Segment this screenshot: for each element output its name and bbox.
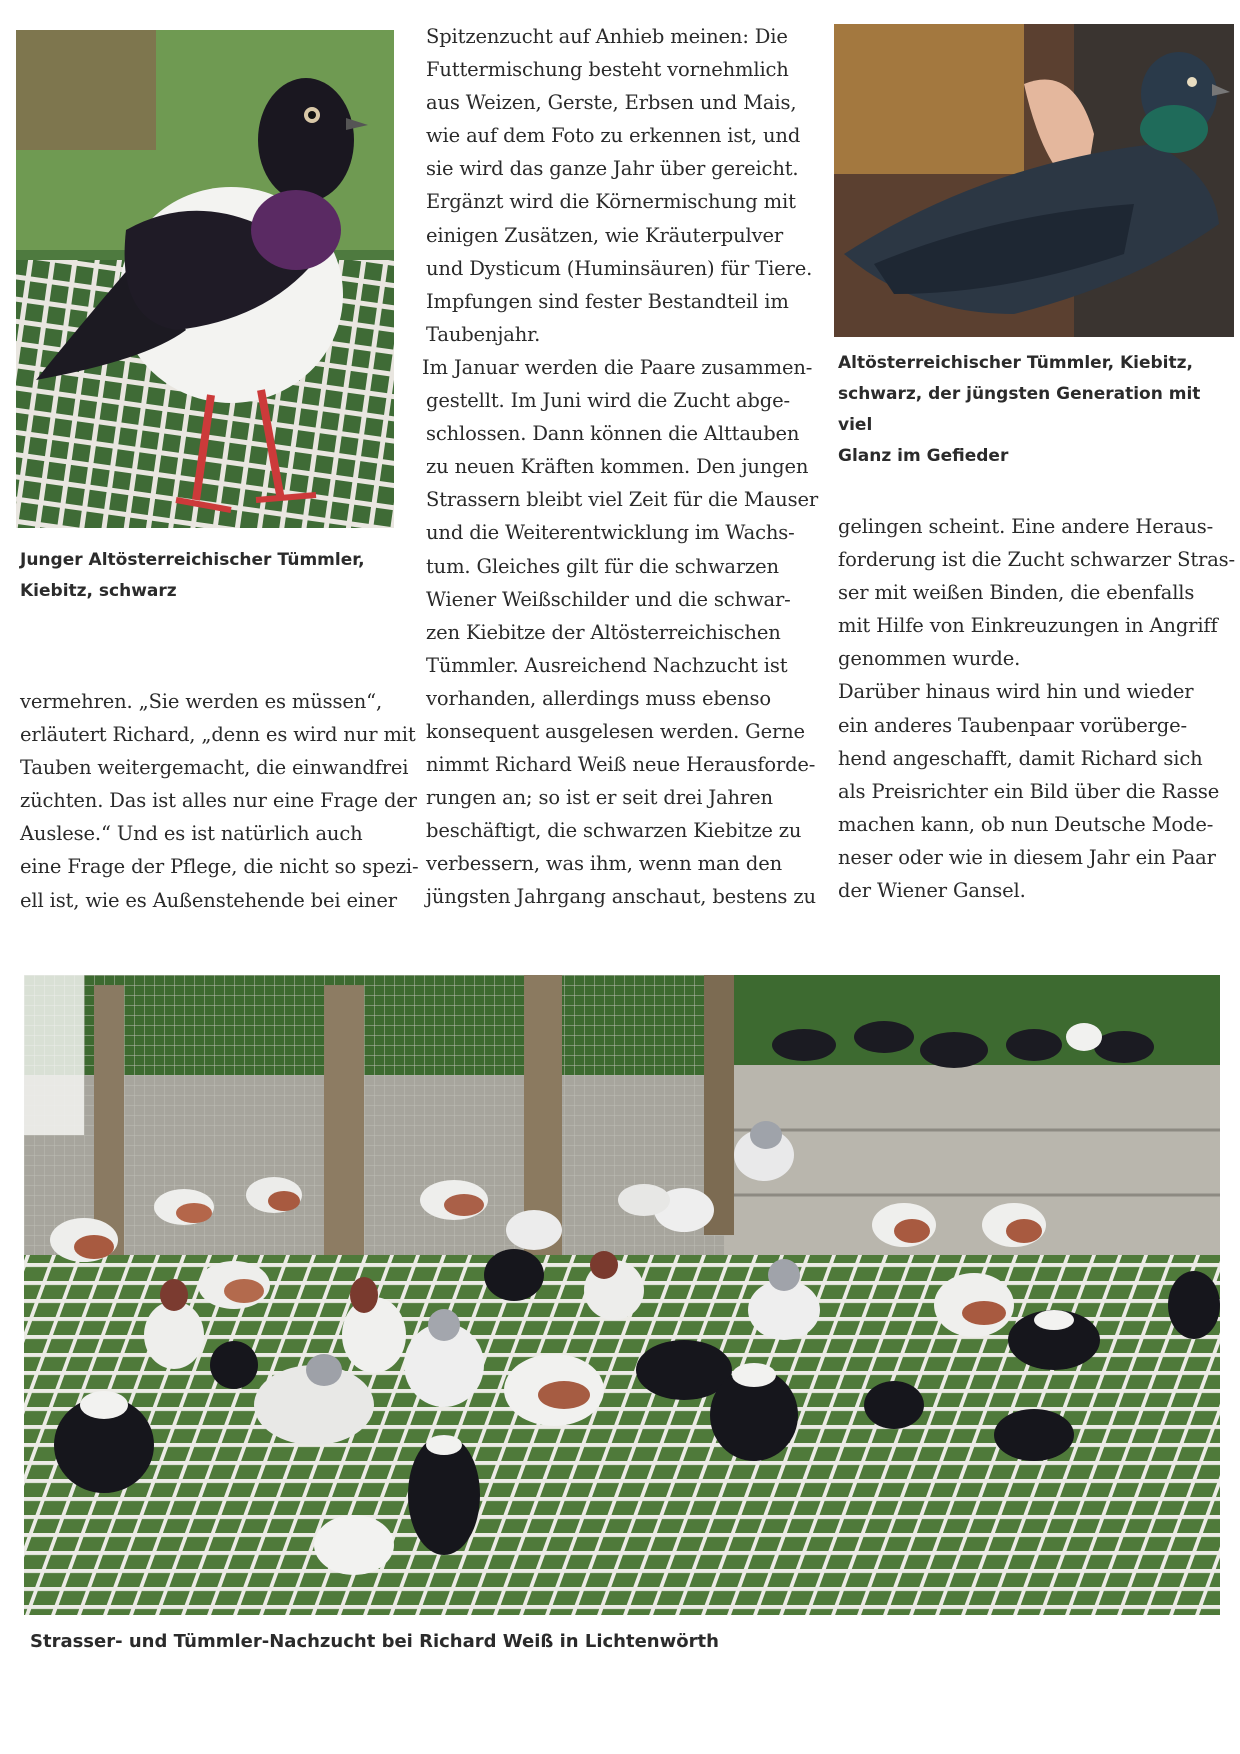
- caption-young-tumbler: Junger Altösterreichischer Tümmler, Kiebitz, schwarz: [20, 550, 365, 601]
- photo-young-tumbler: [16, 30, 394, 528]
- article-column-3: gelingen scheint. Eine andere Heraus- forderung ist die Zucht schwarzer Stras- ser mit weißen Binden, die ebenfalls mit Hilfe von Einkreuzungen in Angriff genommen wurde. Darüber hinaus wird hin und wieder ein anderes Taubenpaar vorüberge- hend angeschafft, damit Richard sich als Preisrichter ein Bild über die Rasse machen kann, ob nun Deutsche Mode- neser oder wie in diesem Jahr ein Paar der Wiener Gansel.: [838, 515, 1235, 903]
- article-column-2: Spitzenzucht auf Anhieb meinen: Die Futtermischung besteht vornehmlich aus Weizen, Gerste, Erbsen und Mais, wie auf dem Foto zu erkennen ist, und sie wird das ganze Jahr über gereicht. Ergänzt wird die Körnermischung mit einigen Zusätzen, wie Kräuterpulver und Dysticum (Huminsäuren) für Tiere. Impfungen sind fester Bestandteil im Taubenjahr. Im Januar werden die Paare zusammen- gestellt. Im Juni wird die Zucht abge- schlossen. Dann können die Alttauben zu neuen Kräften kommen. Den jungen Strassern bleibt viel Zeit für die Mauser und die Weiterentwicklung im Wachs- tum. Gleiches gilt für die schwarzen Wiener Weißschilder und die schwar- zen Kiebitze der Altösterreichischen Tümmler. Ausreichend Nachzucht ist vorhanden, allerdings muss ebenso konsequent ausgelesen werden. Gerne nimmt Richard Weiß neue Herausforde- rungen an; so ist er seit drei Jahren beschäftigt, die schwarzen Kiebitze zu verbessern, was ihm, wenn man den jüngsten Jahrgang anschaut, bestens zu: [422, 25, 819, 909]
- photo-held-tumbler: [834, 24, 1234, 337]
- article-column-1: vermehren. „Sie werden es müssen“, erläutert Richard, „denn es wird nur mit Tauben weitergemacht, die einwandfrei züchten. Das ist alles nur eine Frage der Auslese.“ Und es ist natürlich auch eine Frage der Pflege, die nicht so spezi- ell ist, wie es Außenstehende bei einer: [20, 690, 419, 912]
- caption-aviary-flock: Strasser- und Tümmler-Nachzucht bei Richard Weiß in Lichtenwörth: [30, 1631, 719, 1652]
- caption-held-tumbler: Altösterreichischer Tümmler, Kiebitz, schwarz, der jüngsten Generation mit viel Glanz im Gefieder: [838, 353, 1201, 466]
- photo-aviary-flock: [24, 975, 1220, 1615]
